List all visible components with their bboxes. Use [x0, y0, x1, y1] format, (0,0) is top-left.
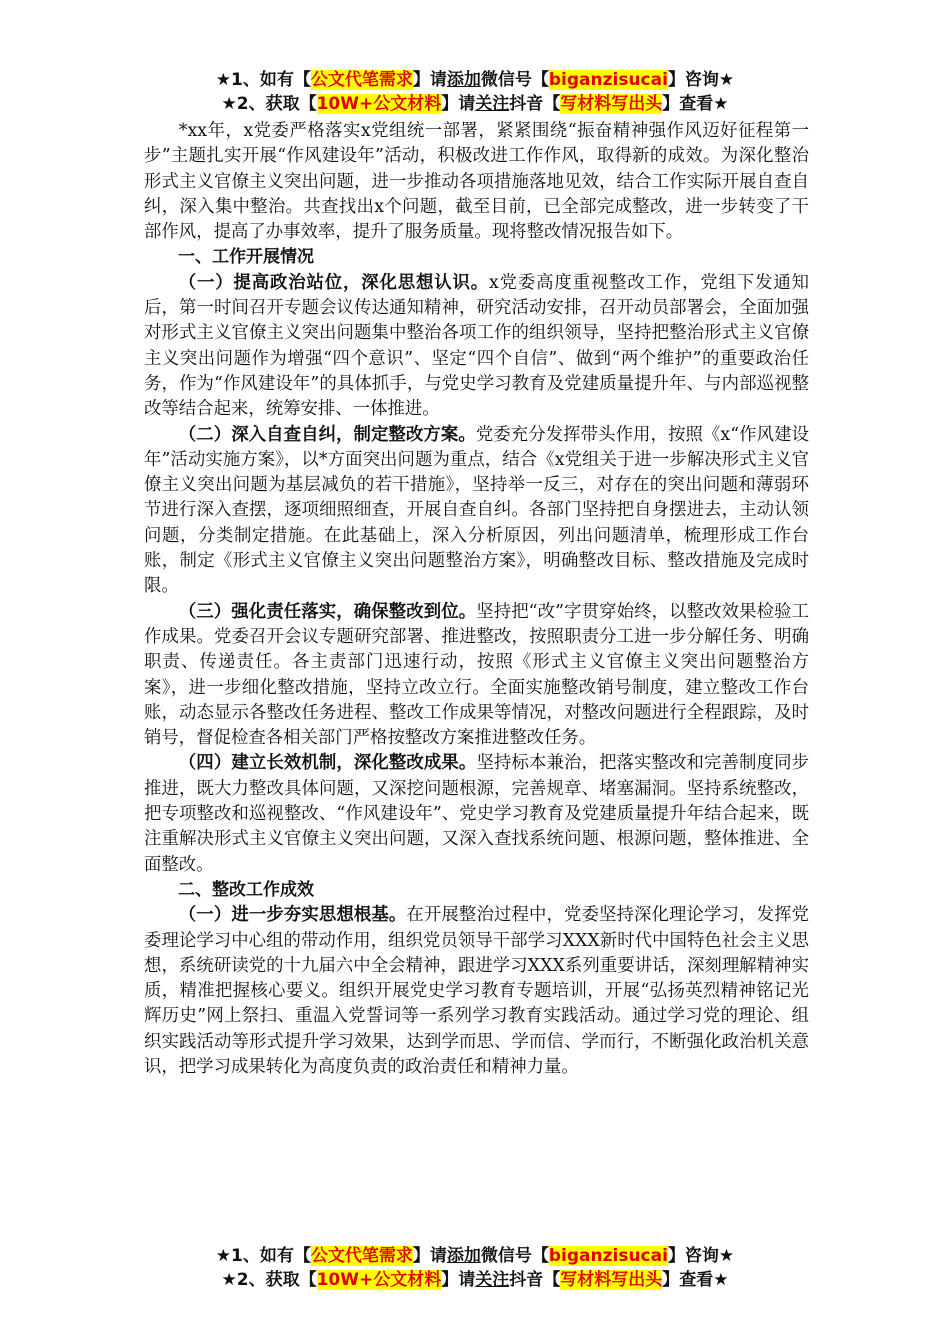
paragraph-2	[144, 423, 809, 600]
paragraph-5	[144, 903, 809, 1080]
paragraph-text: 党委充分发挥带头作用，按照《x“作风建设年”活动实施方案》，以*方面突出问题为重点，结合《x党组关于进一步解决形式主义官僚主义突出问题为基层减负的若干措施》，坚持举一反三，对存在的突出问题和薄弱环节进行深入查摆，逐项细照细查，开展自查自纠。各部门坚持把自身摆进去，主动认领问题，分类制定措施。在此基础上，深入分析原因，列出问题清单，梳理形成工作台账，制定《形式主义官僚主义突出问题整治方案》，明确整改目标、整改措施及完成时限。	[144, 424, 809, 597]
paragraph-text: 坚持标本兼治，把落实整改和完善制度同步推进，既大力整改具体问题，又深挖问题根源，完善规章、堵塞漏洞。坚持系统整改，把专项整改和巡视整改、“作风建设年”、党史学习教育及党建质量提升年结合起来，既注重解决形式主义官僚主义突出问题，又深入查找系统问题、根源问题，整体推进、全面整改。	[144, 753, 809, 875]
promo-highlight: 公文代笔需求	[310, 70, 413, 90]
paragraph-lead: （一）提高政治站位，深化思想认识。	[178, 272, 489, 293]
promo-highlight: 10W+公文材料	[316, 94, 442, 114]
promo-wechat-id: biganzisucai	[548, 1246, 668, 1266]
promo-text: ★1、如有【	[215, 1246, 311, 1266]
promo-douyin-id: 写材料写出头	[560, 94, 663, 114]
paragraph-lead: （三）强化责任落实，确保整改到位。	[178, 601, 477, 622]
paragraph-3	[144, 600, 809, 752]
promo-highlight: 10W+公文材料	[316, 1270, 442, 1290]
promo-line-1	[0, 1244, 950, 1268]
promo-highlight: 公文代笔需求	[310, 1246, 413, 1266]
paragraph-lead: （二）深入自查自纠，制定整改方案。	[178, 424, 476, 445]
promo-text: 】请	[412, 70, 447, 90]
section-heading-2: 二、整改工作成效	[178, 879, 314, 900]
promo-banner-bottom	[0, 1244, 950, 1292]
promo-text: 】咨询★	[667, 70, 735, 90]
promo-text: 】查看★	[662, 1270, 729, 1290]
paragraph-1	[144, 271, 809, 423]
promo-underline: 关注	[475, 94, 510, 114]
paragraph-4	[144, 751, 809, 877]
paragraph-text: 坚持把“改”字贯穿始终，以整改效果检验工作成果。党委召开会议专题研究部署、推进整改，按照职责分工进一步分解任务、明确职责、传递责任。各主责部门迅速行动，按照《形式主义官僚主义突出问题整治方案》，进一步细化整改措施，坚持立改立行。全面实施整改销号制度，建立整改工作台账，动态显示各整改任务进程、整改工作成果等情况，对整改问题进行全程跟踪，及时销号，督促检查各相关部门严格按整改方案推进整改任务。	[144, 601, 809, 749]
paragraph-lead: （一）进一步夯实思想根基。	[178, 905, 407, 926]
promo-text: 微信号【	[480, 70, 549, 90]
promo-text: 】请	[441, 1270, 476, 1290]
promo-line-2	[0, 1268, 950, 1292]
promo-line-2	[0, 92, 950, 116]
promo-underline: 添加	[446, 70, 481, 90]
promo-text: 微信号【	[480, 1246, 549, 1266]
promo-banner-top	[0, 68, 950, 116]
promo-text: ★2、获取【	[221, 94, 317, 114]
promo-line-1	[0, 68, 950, 92]
promo-wechat-id: biganzisucai	[548, 70, 668, 90]
promo-text: 】请	[412, 1246, 447, 1266]
promo-text: 】查看★	[662, 94, 729, 114]
document-body	[144, 119, 809, 1080]
intro-paragraph: *xx年，x党委严格落实x党组统一部署，紧紧围绕“振奋精神强作风迈好征程第一步”主题扎实开展“作风建设年”活动，积极改进工作作风，取得新的成效。为深化整治形式主义官僚主义突出问题，进一步推动各项措施落地见效，结合工作实际开展自查自纠，深入集中整治。共查找出x个问题，截至目前，已全部完成整改，进一步转变了干部作风，提高了办事效率，提升了服务质量。现将整改情况报告如下。	[144, 121, 809, 243]
paragraph-text: x党委高度重视整改工作，党组下发通知后，第一时间召开专题会议传达通知精神，研究活动安排，召开动员部署会，全面加强对形式主义官僚主义突出问题集中整治各项工作的组织领导，坚持把整治形式主义官僚主义突出问题作为增强“四个意识”、坚定“四个自信”、做到“两个维护”的重要政治任务，作为“作风建设年”的具体抓手，与党史学习教育及党建质量提升年、与内部巡视整改等结合起来，统筹安排、一体推进。	[144, 272, 809, 420]
promo-text: 抖音【	[509, 1270, 561, 1290]
promo-douyin-id: 写材料写出头	[560, 1270, 663, 1290]
promo-text: ★2、获取【	[221, 1270, 317, 1290]
paragraph-text: 在开展整治过程中，党委坚持深化理论学习，发挥党委理论学习中心组的带动作用，组织党员领导干部学习XXX新时代中国特色社会主义思想，系统研读党的十九届六中全会精神，跟进学习XXX系列重要讲话，深刻理解精神实质，精准把握核心要义。组织开展党史学习教育专题培训，开展“弘扬英烈精神铭记光辉历史”网上祭扫、重温入党誓词等一系列学习教育实践活动。通过学习党的理论、组织实践活动等形式提升学习效果，达到学而思、学而信、学而行，不断强化政治机关意识，把学习成果转化为高度负责的政治责任和精神力量。	[144, 905, 809, 1077]
promo-text: 抖音【	[509, 94, 561, 114]
paragraph-lead: （四）建立长效机制，深化整改成果。	[178, 753, 477, 774]
promo-text: ★1、如有【	[215, 70, 311, 90]
promo-underline: 添加	[446, 1246, 481, 1266]
section-heading-1: 一、工作开展情况	[178, 247, 314, 268]
promo-text: 】请	[441, 94, 476, 114]
promo-underline: 关注	[475, 1270, 510, 1290]
promo-text: 】咨询★	[667, 1246, 735, 1266]
